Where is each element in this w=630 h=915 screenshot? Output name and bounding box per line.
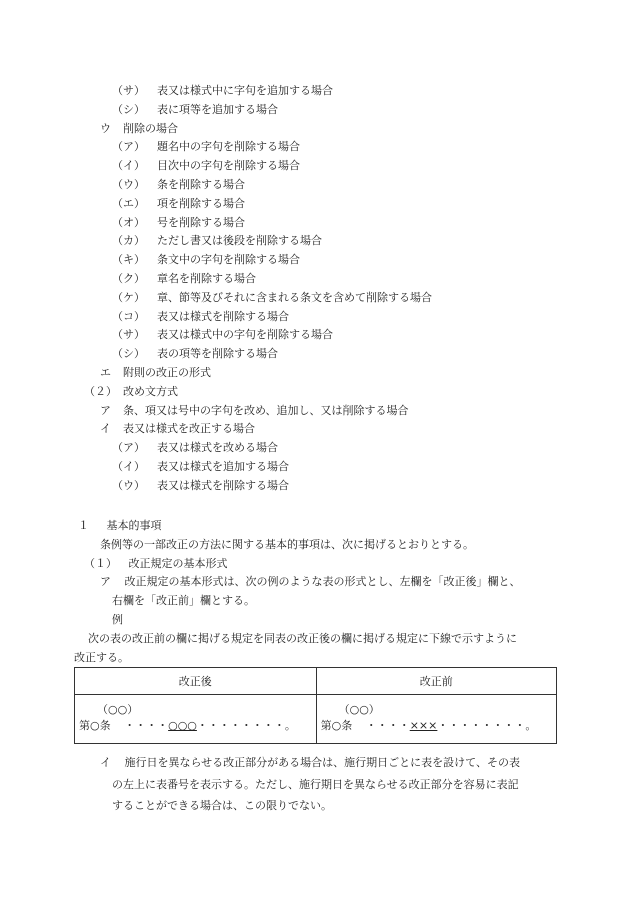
outline-item-text: 表又は様式中に字句を追加する場合 <box>157 84 333 97</box>
outline-item <box>112 328 333 341</box>
outline-item-label: ウ <box>100 121 111 135</box>
section-heading <box>78 519 162 532</box>
outline-item-text: 表又は様式を削除する場合 <box>157 478 289 492</box>
outline-item-text: 削除の場合 <box>123 121 178 135</box>
article-before <box>321 717 552 733</box>
outline-item-label: イ <box>100 422 111 436</box>
subsection-number: （１） <box>84 557 117 570</box>
outline-item-text: 条、項又は号中の字句を改め、追加し、又は削除する場合 <box>123 403 409 417</box>
subsection-title: 改正規定の基本形式 <box>128 557 228 570</box>
outline-item-text: 章名を削除する場合 <box>157 272 256 285</box>
outline-item-label: （ク） <box>112 272 145 285</box>
outline-item <box>112 441 278 454</box>
item-a-text1: 改正規定の基本形式は、次の例のような表の形式とし、左欄を「改正後」欄と、 <box>124 575 521 588</box>
outline-item-text: 表の項等を削除する場合 <box>157 347 278 361</box>
outline-item <box>100 122 178 135</box>
outline-item-text: 条文中の字句を削除する場合 <box>157 253 300 267</box>
dots-trail-before: ・・・・・・・・。 <box>437 719 537 732</box>
outline-item <box>112 140 300 153</box>
outline-item-label: （ウ） <box>112 478 145 492</box>
outline-item-label: （ケ） <box>112 290 145 304</box>
outline-item-text: 号を削除する場合 <box>157 215 245 229</box>
dots-lead-after: ・・・・ <box>124 719 169 732</box>
table-body-row <box>75 695 557 744</box>
outline-item <box>112 479 289 492</box>
outline-item <box>112 347 278 360</box>
item-i-text1: 施行日を異ならせる改正部分がある場合は、施行期日ごとに表を設けて、その表 <box>124 756 520 769</box>
outline-item <box>112 460 289 473</box>
outline-item <box>100 422 255 435</box>
outline-item-text: 改め文方式 <box>123 384 178 398</box>
outline-item <box>112 216 245 229</box>
article-label-before: 第○条 <box>320 719 353 732</box>
cell-after <box>75 695 317 744</box>
outline-item-label: （カ） <box>112 234 145 248</box>
outline-item-label: （キ） <box>112 253 145 267</box>
outline-item <box>112 84 333 97</box>
outline-item-text: 題名中の字句を削除する場合 <box>157 140 300 154</box>
outline-item <box>100 404 409 417</box>
outline-item <box>112 291 432 304</box>
underlined-text-after: ○○○ <box>168 719 197 732</box>
outline-item-label: （２） <box>84 384 117 398</box>
outline-item-label: （オ） <box>112 215 145 229</box>
header-after: 改正後 <box>75 668 317 695</box>
outline-item <box>112 159 300 172</box>
outline-item-label: （エ） <box>112 196 145 210</box>
outline-item <box>112 197 245 210</box>
outline-item-label: （サ） <box>112 84 145 97</box>
outline-item-text: 章、節等及びそれに含まれる条文を含めて削除する場合 <box>157 290 432 304</box>
outline-item-label: （ア） <box>112 140 145 154</box>
article-after <box>79 717 312 733</box>
item-i-line2: の左上に表番号を表示する。ただし、施行期日を異ならせる改正部分を容易に表記 <box>112 778 519 791</box>
outline-item-text: 表又は様式中の字句を削除する場合 <box>157 328 333 342</box>
outline-item-label: （ウ） <box>112 178 145 191</box>
outline-item-label: エ <box>100 366 111 379</box>
item-a-line1 <box>100 575 521 588</box>
example-text-line1: 次の表の改正前の欄に掲げる規定を同表の改正後の欄に掲げる規定に下線で示すように <box>88 632 517 645</box>
article-caption-after: （○○） <box>97 703 139 716</box>
item-i-line3: することができる場合は、この限りでない。 <box>112 799 332 812</box>
outline-item-text: 附則の改正の形式 <box>123 366 211 379</box>
outline-item-text: 表に項等を追加する場合 <box>157 102 278 116</box>
subsection-heading <box>84 557 228 570</box>
example-label: 例 <box>112 613 123 626</box>
outline-item <box>112 272 256 285</box>
item-a-label: ア <box>100 575 111 588</box>
item-i-line1 <box>100 756 520 769</box>
outline-item-label: （イ） <box>112 159 145 173</box>
outline-item-text: 項を削除する場合 <box>157 196 245 210</box>
outline-item-text: 目次中の字句を削除する場合 <box>157 159 300 173</box>
article-caption-before: （○○） <box>338 703 380 716</box>
outline-item <box>100 366 211 379</box>
outline-item <box>112 178 245 191</box>
outline-item <box>112 103 278 116</box>
section-title: 基本的事項 <box>106 519 162 532</box>
dots-lead-before: ・・・・ <box>365 719 410 732</box>
header-before: 改正前 <box>316 668 556 695</box>
outline-item-label: （シ） <box>112 347 145 361</box>
outline-item-text: 表又は様式を改める場合 <box>157 441 278 455</box>
outline-item-label: （イ） <box>112 460 145 473</box>
outline-item-label: （コ） <box>112 309 145 323</box>
example-text-line2: 改正する。 <box>74 651 129 664</box>
cell-before <box>316 695 556 744</box>
outline-item-label: ア <box>100 403 111 417</box>
item-a-line2: 右欄を「改正前」欄とする。 <box>112 594 255 607</box>
intro-text: 条例等の一部改正の方法に関する基本的事項は、次に掲げるとおりとする。 <box>100 538 474 551</box>
section-number: １ <box>78 519 89 532</box>
underlined-text-before: ××× <box>409 719 438 732</box>
outline-item <box>112 234 322 247</box>
outline-item-label: （シ） <box>112 102 145 116</box>
outline-item <box>84 385 178 398</box>
outline-item <box>112 253 300 266</box>
comparison-table <box>74 667 557 744</box>
outline-item-text: 表又は様式を改正する場合 <box>123 422 255 436</box>
outline-item-text: 表又は様式を追加する場合 <box>157 460 289 473</box>
outline-item-label: （ア） <box>112 441 145 455</box>
item-i-label: イ <box>100 756 111 769</box>
dots-trail-after: ・・・・・・・・。 <box>196 719 296 732</box>
outline-item-label: （サ） <box>112 328 145 342</box>
outline-item-text: ただし書又は後段を削除する場合 <box>157 234 322 248</box>
article-label-after: 第○条 <box>79 719 111 732</box>
outline-item-text: 条を削除する場合 <box>157 178 245 191</box>
outline-item-text: 表又は様式を削除する場合 <box>157 309 289 323</box>
outline-item <box>112 310 289 323</box>
table-header-row <box>75 668 557 695</box>
